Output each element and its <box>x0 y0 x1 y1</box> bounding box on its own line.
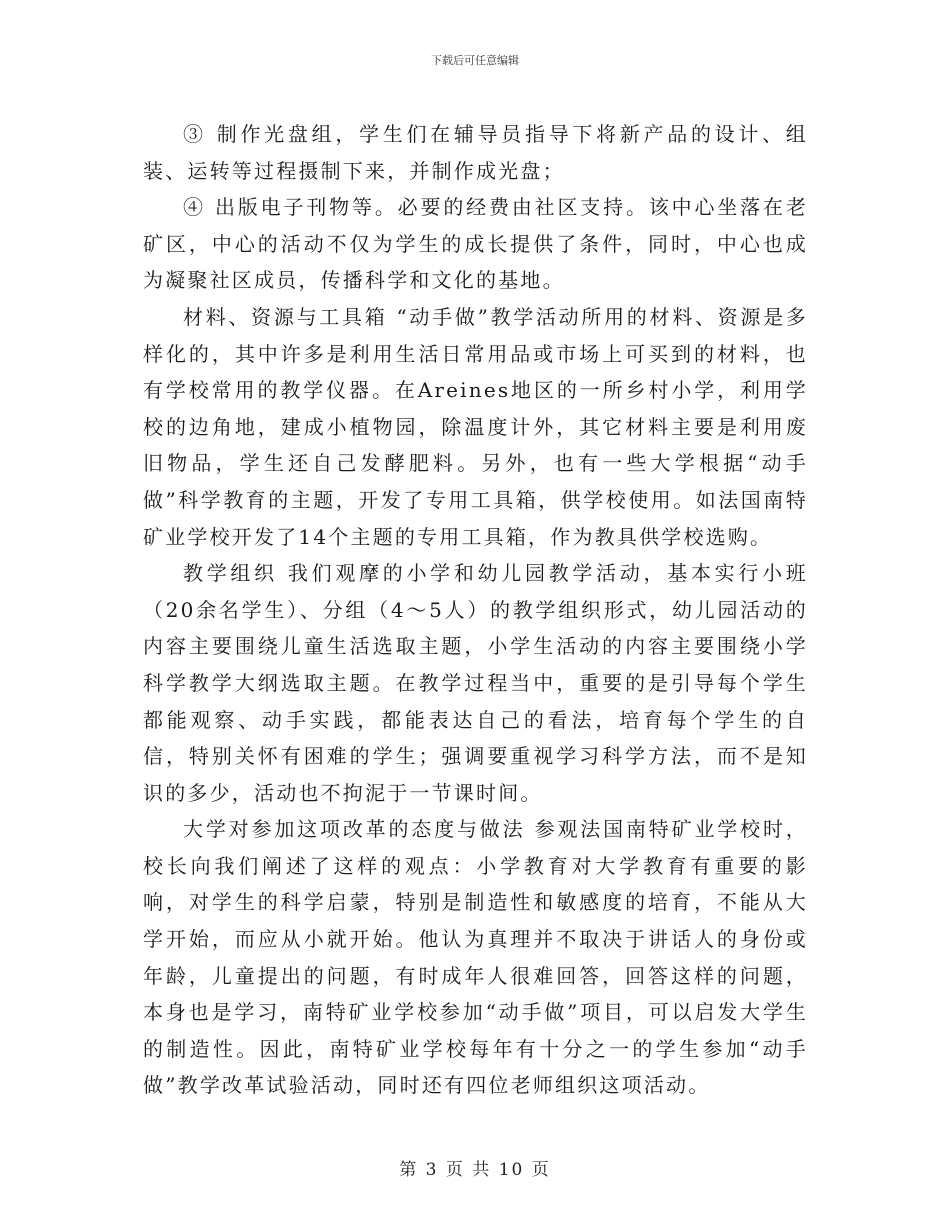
page-footer: 第 3 页 共 10 页 <box>399 1160 551 1180</box>
paragraph-teaching-organization: 教学组织 我们观摩的小学和幼儿园教学活动，基本实行小班（20余名学生）、分组（4～5人）的教学组织形式，幼儿园活动的内容主要围绕儿童生活选取主题，小学生活动的内容主要围绕小学科学教学大纲选取主题。在教学过程当中，重要的是引导每个学生都能观察、动手实践，都能表达自己的看法，培育每个学生的自信，特别关怀有困难的学生；强调要重视学习科学方法，而不是知识的多少，活动也不拘泥于一节课时间。 <box>143 561 808 805</box>
paragraph-step-4: ④ 出版电子刊物等。必要的经费由社区支持。该中心坐落在老矿区，中心的活动不仅为学生的成长提供了条件，同时，中心也成为凝聚社区成员，传播科学和文化的基地。 <box>143 195 808 293</box>
document-body <box>143 116 808 1104</box>
paragraph-materials: 材料、资源与工具箱 “动手做”教学活动所用的材料、资源是多样化的，其中许多是利用生活日常用品或市场上可买到的材料，也有学校常用的教学仪器。在Areines地区的一所乡村小学，利用学校的边角地，建成小植物园，除温度计外，其它材料主要是利用废旧物品，学生还自己发酵肥料。另外，也有一些大学根据“动手做”科学教育的主题，开发了专用工具箱，供学校使用。如法国南特矿业学校开发了14个主题的专用工具箱，作为教具供学校选购。 <box>143 304 808 549</box>
paragraph-university-attitude: 大学对参加这项改革的态度与做法 参观法国南特矿业学校时，校长向我们阐述了这样的观点：小学教育对大学教育有重要的影响，对学生的科学启蒙，特别是制造性和敏感度的培育，不能从大学开始，而应从小就开始。他认为真理并不取决于讲话人的身份或年龄，儿童提出的问题，有时成年人很难回答，回答这样的问题，本身也是学习，南特矿业学校参加“动手做”项目，可以启发大学生的制造性。因此，南特矿业学校每年有十分之一的学生参加“动手做”教学改革试验活动，同时还有四位老师组织这项活动。 <box>143 817 808 1098</box>
paragraph-step-3: ③ 制作光盘组，学生们在辅导员指导下将新产品的设计、组装、运转等过程摄制下来，并制作成光盘； <box>143 122 808 183</box>
page-header: 下载后可任意编辑 <box>431 54 519 67</box>
